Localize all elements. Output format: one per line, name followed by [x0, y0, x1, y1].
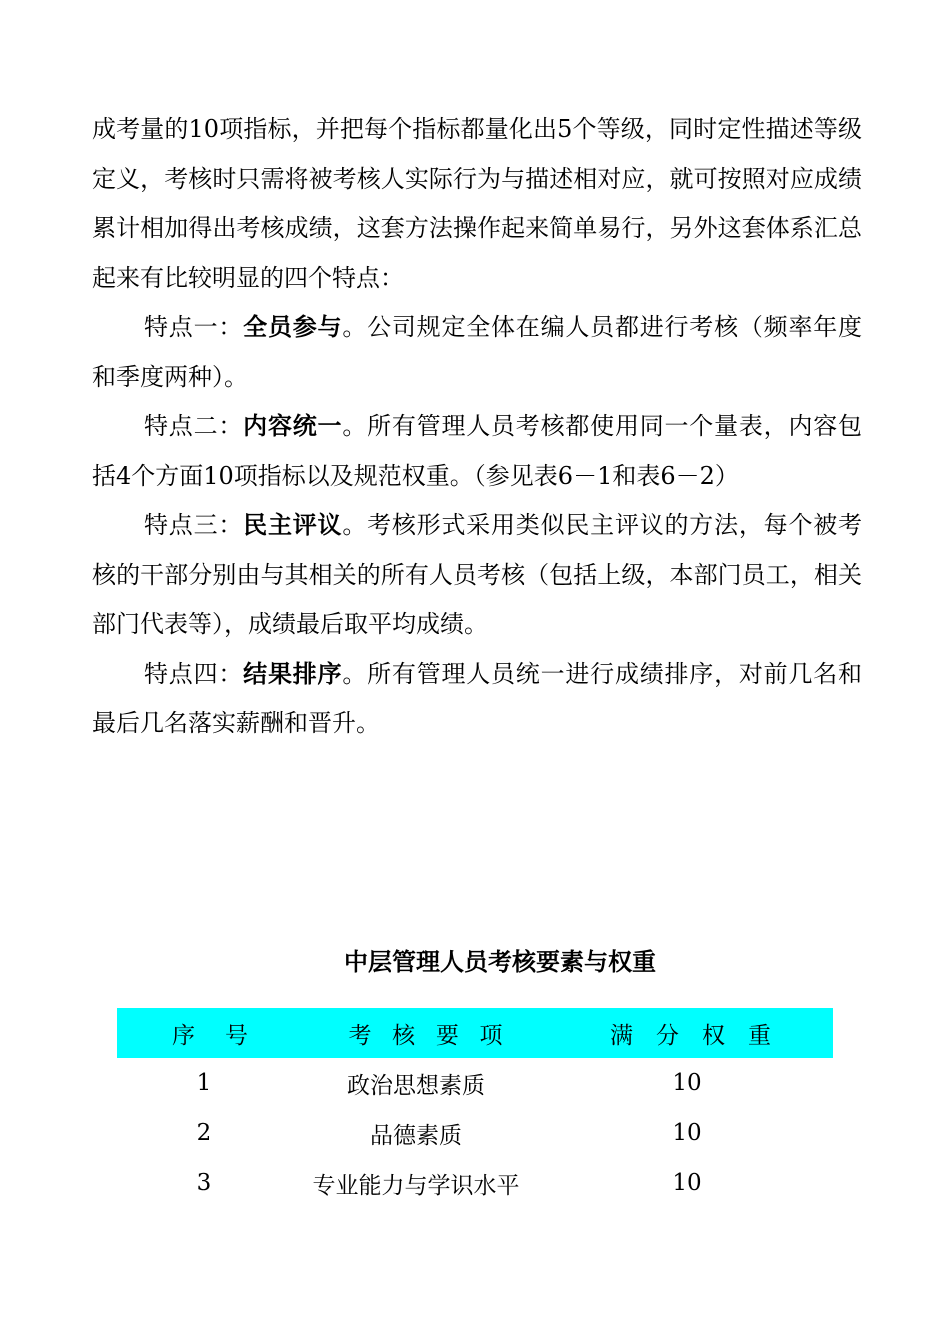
table-title: 中层管理人员考核要素与权重	[344, 948, 656, 976]
cell-score: 10	[672, 1120, 702, 1146]
feature-text: 。考核形式采用类似民主评议的方法，每个被考核的干部分别由与其相关的所有人员考核（包括上级，本部门员工，相关部门代表等），成绩最后取平均成绩。	[92, 511, 863, 638]
feature-title: 内容统一	[243, 412, 343, 440]
feature-prefix: 特点四：	[144, 659, 244, 688]
feature-prefix: 特点二：	[144, 412, 244, 440]
cell-no: 3	[196, 1170, 212, 1196]
table-header-row	[117, 1008, 833, 1058]
feature-text: 。公司规定全体在编人员都进行考核（频率年度和季度两种）。	[92, 313, 863, 391]
feature-paragraph-4	[92, 650, 862, 749]
header-no: 序号	[172, 1022, 278, 1049]
cell-item: 政治思想素质	[347, 1072, 485, 1099]
cell-score: 10	[672, 1170, 702, 1196]
feature-prefix: 特点三：	[144, 511, 244, 539]
feature-title: 全员参与	[243, 313, 343, 341]
feature-prefix: 特点一：	[144, 313, 244, 341]
feature-paragraph-3	[92, 501, 862, 650]
header-item: 考核要项	[348, 1022, 524, 1049]
document-body	[92, 105, 862, 749]
cell-score: 10	[672, 1070, 702, 1096]
weights-table	[117, 1008, 833, 1208]
cell-item: 品德素质	[370, 1122, 462, 1149]
table-row	[117, 1108, 833, 1158]
cell-item: 专业能力与学识水平	[312, 1172, 520, 1199]
cell-no: 2	[196, 1120, 212, 1146]
feature-paragraph-1	[92, 303, 862, 402]
feature-text: 。所有管理人员统一进行成绩排序，对前几名和最后几名落实薪酬和晋升。	[92, 659, 863, 737]
feature-text: 。所有管理人员考核都使用同一个量表，内容包括4个方面10项指标以及规范权重。（参见表6－1和表6－2）	[92, 412, 863, 490]
feature-title: 民主评议	[243, 511, 343, 539]
header-score: 满分权重	[610, 1022, 795, 1049]
cell-no: 1	[196, 1070, 212, 1096]
feature-title: 结果排序	[243, 659, 343, 688]
table-row	[117, 1058, 833, 1108]
table-row	[117, 1158, 833, 1208]
feature-paragraph-2	[92, 402, 862, 501]
intro-paragraph: 成考量的10项指标，并把每个指标都量化出5个等级，同时定性描述等级定义，考核时只需将被考核人实际行为与描述相对应，就可按照对应成绩累计相加得出考核成绩，这套方法操作起来简单易行，另外这套体系汇总起来有比较明显的四个特点：	[92, 115, 862, 292]
